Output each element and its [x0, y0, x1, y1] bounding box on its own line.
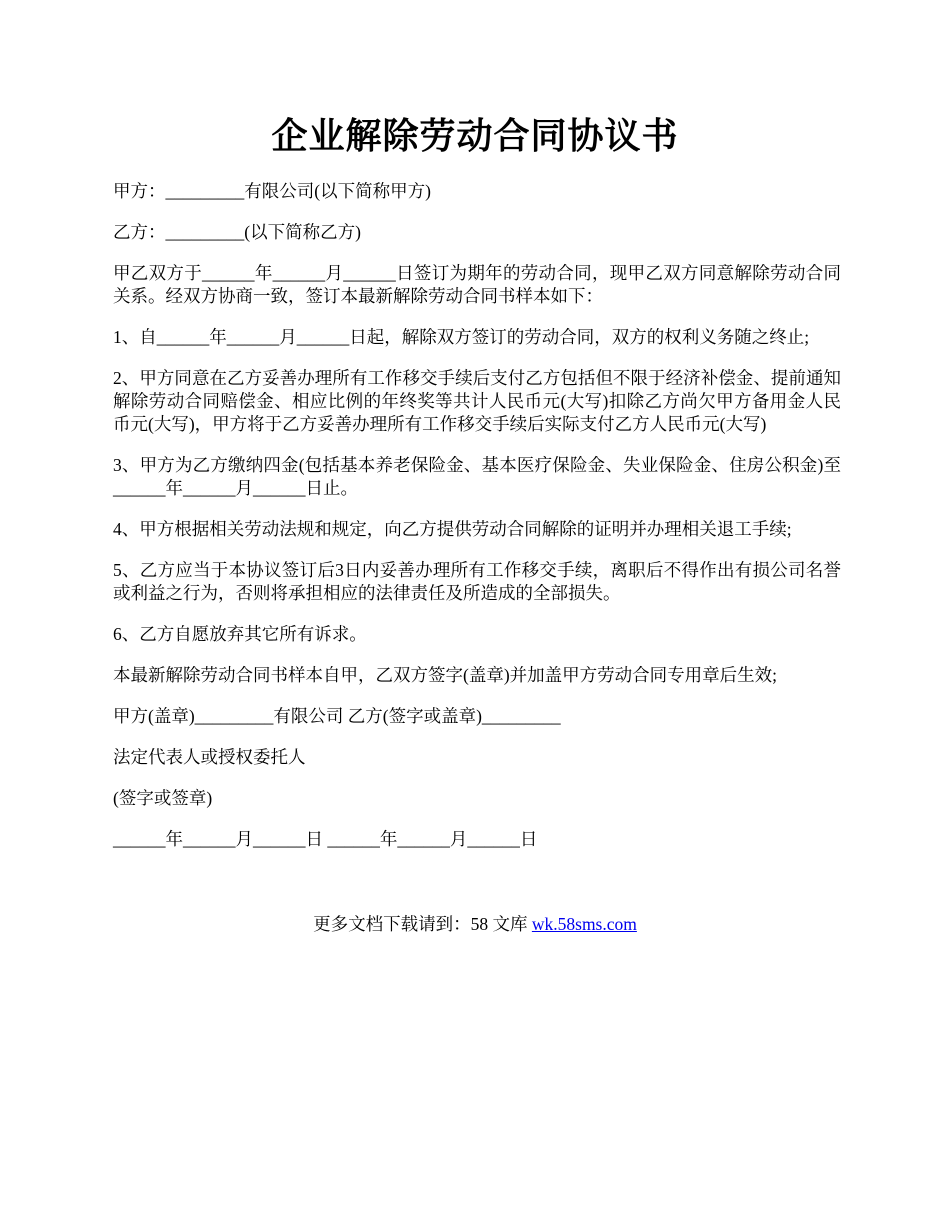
clause-2: 2、甲方同意在乙方妥善办理所有工作移交手续后支付乙方包括但不限于经济补偿金、提前通知解除劳动合同赔偿金、相应比例的年终奖等共计人民币元(大写)扣除乙方尚欠甲方备用金人民币元(大写)，甲方将于乙方妥善办理所有工作移交手续后实际支付乙方人民币元(大写)	[113, 368, 841, 434]
document-body	[113, 180, 841, 869]
party-a-line: 甲方：_________有限公司(以下简称甲方)	[113, 181, 431, 201]
footer-text: 更多文档下载请到：58 文库	[313, 914, 532, 934]
clause-4: 4、甲方根据相关劳动法规和规定，向乙方提供劳动合同解除的证明并办理相关退工手续;	[113, 519, 792, 539]
legal-representative-line: 法定代表人或授权委托人	[113, 747, 306, 767]
signature-line: 甲方(盖章)_________有限公司 乙方(签字或盖章)_________	[113, 706, 561, 726]
clause-3: 3、甲方为乙方缴纳四金(包括基本养老保险金、基本医疗保险金、失业保险金、住房公积金)至______年______月______日止。	[113, 455, 841, 498]
document-title: 企业解除劳动合同协议书	[271, 116, 679, 156]
clause-5: 5、乙方应当于本协议签订后3日内妥善办理所有工作移交手续，离职后不得作出有损公司名誉或利益之行为，否则将承担相应的法律责任及所造成的全部损失。	[113, 560, 841, 603]
sign-or-seal-line: (签字或签章)	[113, 788, 213, 808]
party-b-line: 乙方：_________(以下简称乙方)	[113, 222, 361, 242]
footer	[0, 913, 950, 936]
clause-6: 6、乙方自愿放弃其它所有诉求。	[113, 624, 367, 644]
clause-1: 1、自______年______月______日起，解除双方签订的劳动合同，双方的权利义务随之终止;	[113, 327, 810, 347]
effective-clause: 本最新解除劳动合同书样本自甲，乙双方签字(盖章)并加盖甲方劳动合同专用章后生效;	[113, 665, 778, 685]
footer-link[interactable]: wk.58sms.com	[531, 914, 637, 934]
intro-paragraph: 甲乙双方于______年______月______日签订为期年的劳动合同，现甲乙双方同意解除劳动合同关系。经双方协商一致，签订本最新解除劳动合同书样本如下：	[113, 263, 841, 306]
date-line: ______年______月______日 ______年______月______日	[113, 829, 538, 849]
